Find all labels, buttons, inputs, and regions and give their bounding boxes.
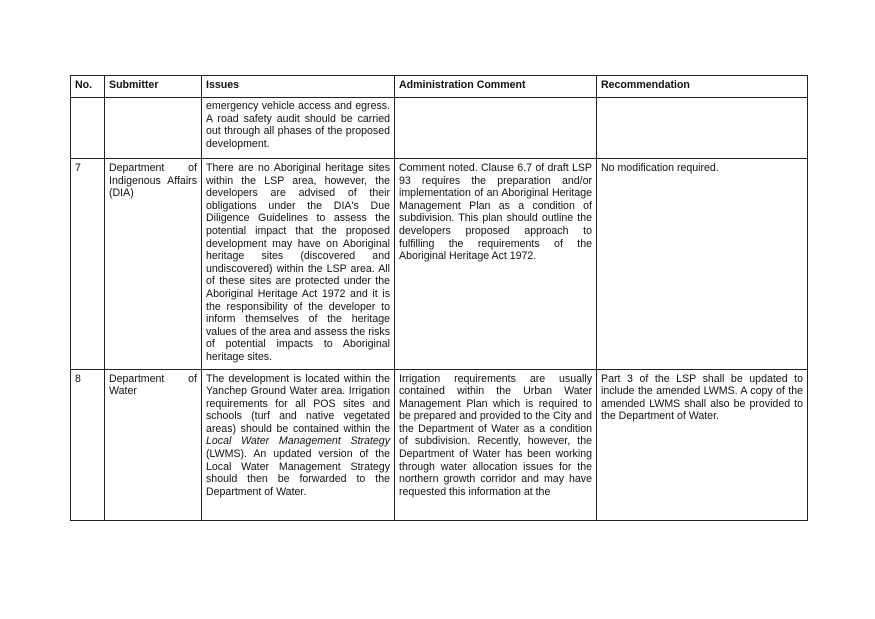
cell-no [71, 98, 105, 159]
cell-no: 8 [71, 369, 105, 520]
cell-recommendation [597, 98, 808, 159]
cell-submitter: Department of Indigenous Affairs (DIA) [105, 159, 202, 370]
cell-issues [202, 369, 395, 520]
table-row [71, 369, 808, 520]
cell-administration-comment: Comment noted. Clause 6.7 of draft LSP 93 requires the preparation and/or implementation of an Aboriginal Heritage Management Plan as a condition of subdivision. This plan should outline the developers proposed approach to fulfilling the requirements of the Aboriginal Heritage Act 1972. [395, 159, 597, 370]
cell-administration-comment: Irrigation requirements are usually contained within the Urban Water Management Plan which is required to be prepared and provided to the City and the Department of Water as a condition of subdivision. Recently, however, the Department of Water has been working through water allocation issues for the northern growth corridor and may have requested this information at the [395, 369, 597, 520]
table-row [71, 159, 808, 370]
header-no: No. [71, 76, 105, 98]
header-recommendation: Recommendation [597, 76, 808, 98]
issues-text-part-2: (LWMS). An updated version of the Local Water Management Strategy should then be forwarded to the Department of Water. [206, 448, 390, 498]
cell-issues: There are no Aboriginal heritage sites within the LSP area, however, the developers are advised of their obligations under the DIA's Due Diligence Guidelines to assess the potential impact that the proposed development may have on Aboriginal heritage sites (discovered and undiscovered) within the LSP area. All of these sites are protected under the Aboriginal Heritage Act 1972 and it is the responsibility of the developer to inform themselves of the heritage values of the area and assess the risks of potential impacts to Aboriginal heritage sites. [202, 159, 395, 370]
cell-submitter: Department of Water [105, 369, 202, 520]
cell-submitter [105, 98, 202, 159]
cell-recommendation: Part 3 of the LSP shall be updated to include the amended LWMS. A copy of the amended LWMS shall also be provided to the Department of Water. [597, 369, 808, 520]
header-administration-comment: Administration Comment [395, 76, 597, 98]
cell-administration-comment [395, 98, 597, 159]
header-issues: Issues [202, 76, 395, 98]
issues-text-italic: Local Water Management Strategy [206, 435, 390, 448]
cell-no: 7 [71, 159, 105, 370]
header-submitter: Submitter [105, 76, 202, 98]
submissions-table [70, 75, 808, 521]
table-row [71, 98, 808, 159]
issues-text-part-1: The development is located within the Yanchep Ground Water area. Irrigation requirements for all POS sites and schools (turf and native vegetated areas) should be contained within the [206, 372, 390, 435]
cell-recommendation: No modification required. [597, 159, 808, 370]
table-header-row [71, 76, 808, 98]
cell-issues: emergency vehicle access and egress. A road safety audit should be carried out through all phases of the proposed development. [202, 98, 395, 159]
